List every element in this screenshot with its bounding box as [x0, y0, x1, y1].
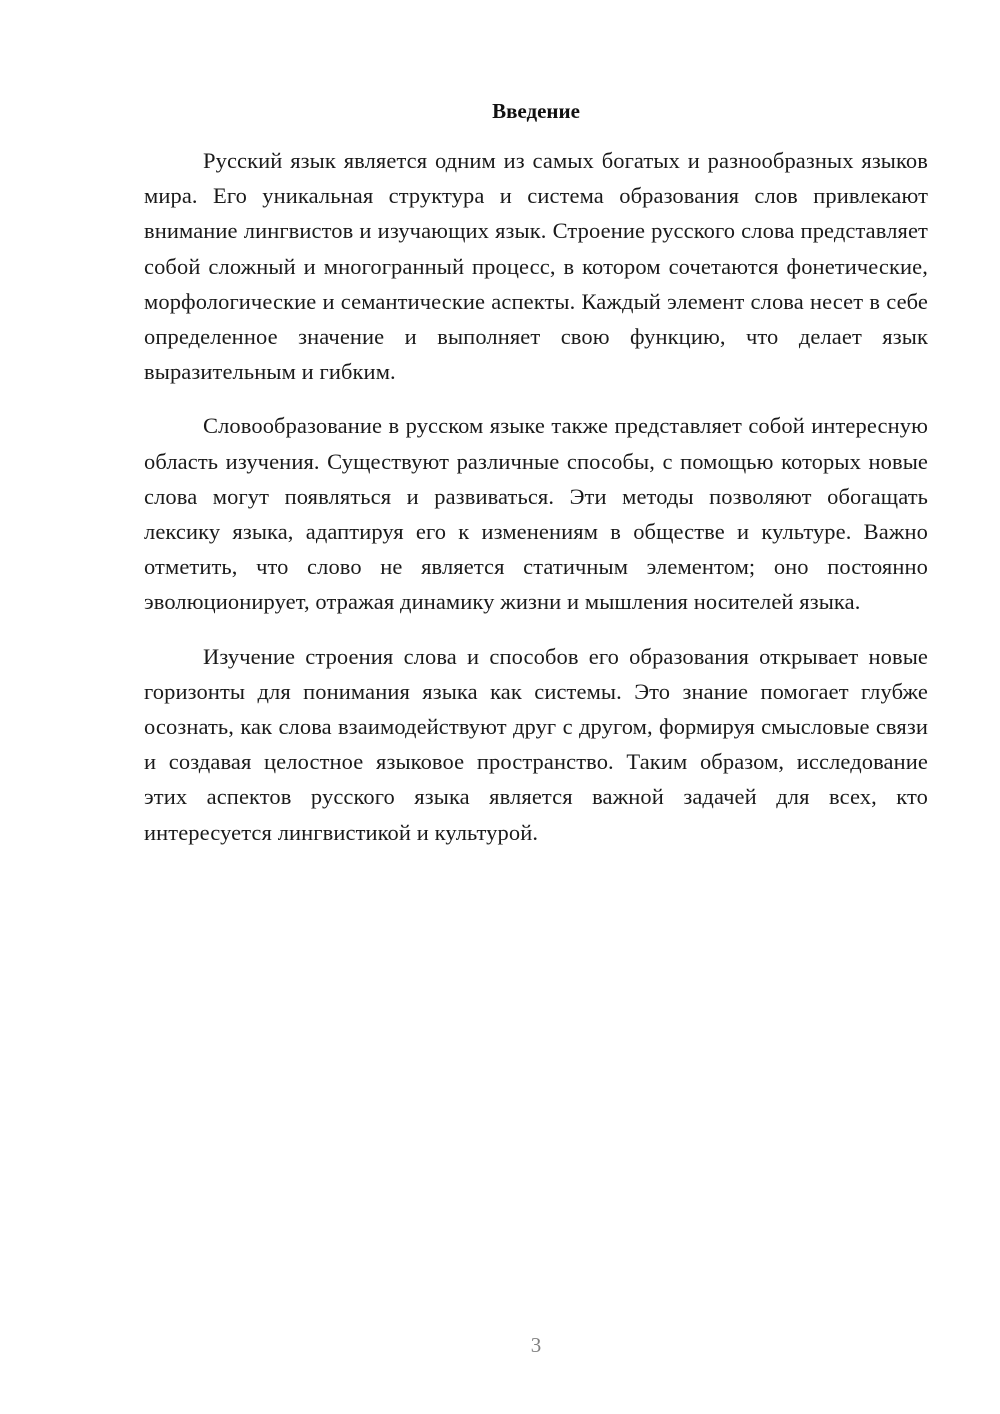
page-number: 3 — [530, 1333, 542, 1357]
paragraph-1: Русский язык является одним из самых богатых и разнообразных языков мира. Его уникальная структура и система образования слов привлекают внимание лингвистов и изучающих язык. Строение русского слова представляет собой сложный и многогранный процесс, в котором сочетаются фонетические, морфологические и семантические аспекты. Каждый элемент слова несет в себе определенное значение и выполняет свою функцию, что делает язык выразительным и гибким. — [144, 148, 928, 385]
body-text — [144, 143, 928, 869]
paragraph-2: Словообразование в русском языке также представляет собой интересную область изучения. Существуют различные способы, с помощью которых новые слова могут появляться и развиваться. Эти методы позволяют обогащать лексику языка, адаптируя его к изменениям в обществе и культуре. Важно отметить, что слово не является статичным элементом; оно постоянно эволюционирует, отражая динамику жизни и мышления носителей языка. — [144, 413, 928, 615]
page-title: Введение — [492, 99, 580, 123]
paragraph-3: Изучение строения слова и способов его образования открывает новые горизонты для понимания языка как системы. Это знание помогает глубже осознать, как слова взаимодействуют друг с другом, формируя смысловые связи и создавая целостное языковое пространство. Таким образом, исследование этих аспектов русского языка является важной задачей для всех, кто интересуется лингвистикой и культурой. — [144, 643, 928, 845]
